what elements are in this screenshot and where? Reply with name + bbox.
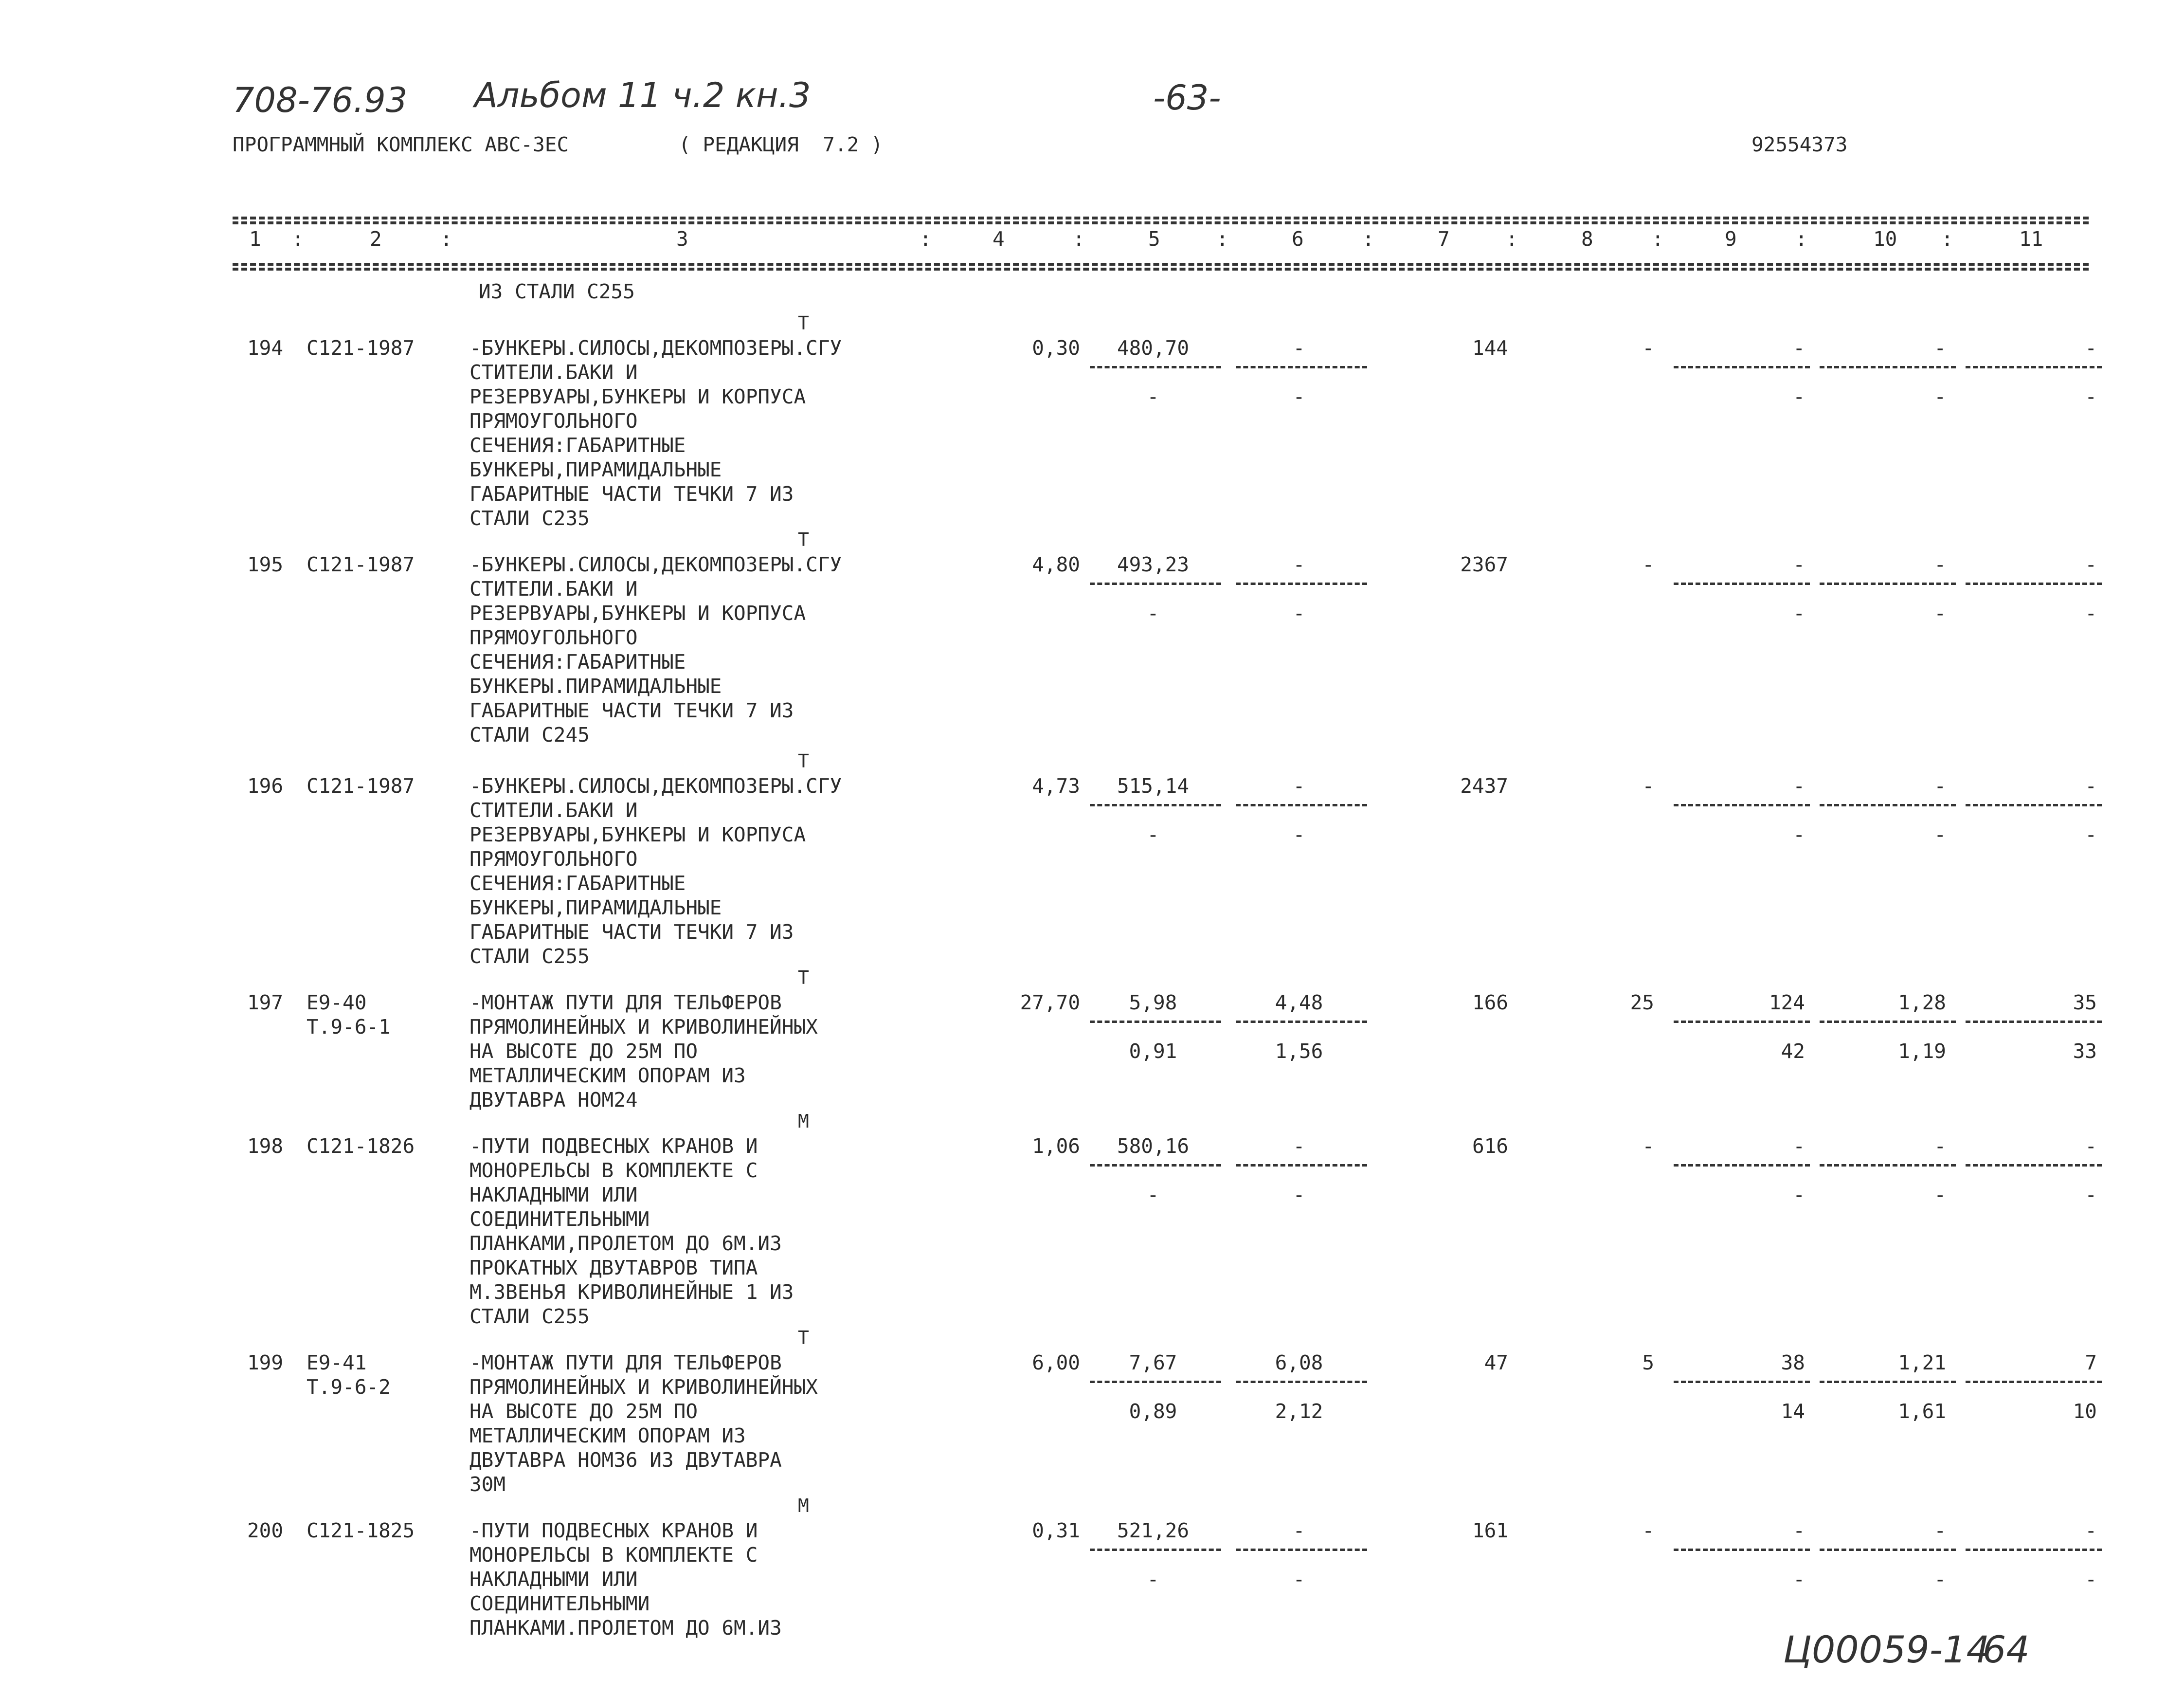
cell-col-11-lower: - [2085,1568,2097,1591]
fraction-rule [1236,1164,1367,1167]
fraction-rule [1090,1164,1221,1167]
fraction-rule [1090,366,1221,368]
description-line: МЕТАЛЛИЧЕСКИМ ОПОРАМ ИЗ [469,1424,746,1447]
album-title: Альбом 11 ч.2 кн.3 [474,75,811,115]
fraction-rule [1090,1021,1221,1023]
row-number: 194 [247,336,284,360]
fraction-rule [1820,583,1956,585]
cell-col-8: - [1642,336,1654,360]
cell-col-11-lower: 10 [2073,1400,2097,1423]
cell-col-6: - [1293,553,1305,576]
cell-col-10: 1,28 [1898,991,1946,1014]
column-separator: : [1362,227,1374,251]
row-number: 198 [247,1134,284,1158]
row-number: 197 [247,991,284,1014]
column-separator: : [292,227,304,251]
cell-col-5: 493,23 [1117,553,1190,576]
cell-col-5: 5,98 [1129,991,1177,1014]
description-line: ГАБАРИТНЫЕ ЧАСТИ ТЕЧКИ 7 ИЗ [469,699,794,722]
description-line: ПЛАНКАМИ,ПРОЛЕТОМ ДО 6М.ИЗ [469,1232,782,1255]
description-line: НАКЛАДНЫМИ ИЛИ [469,1568,638,1591]
cell-col-6-lower: 2,12 [1275,1400,1323,1423]
fraction-rule [1090,583,1221,585]
fraction-rule [1966,583,2102,585]
cell-col-11-lower: - [2085,1183,2097,1206]
fraction-rule [1820,1381,1956,1383]
fraction-rule [1674,1381,1810,1383]
column-separator: : [1652,227,1664,251]
cell-col-9: 38 [1781,1351,1805,1374]
description-line: ПРЯМОЛИНЕЙНЫХ И КРИВОЛИНЕЙНЫХ [469,1375,818,1399]
cell-col-11: 35 [2073,991,2097,1014]
cell-col-4: 0,31 [1032,1519,1080,1542]
cell-col-7: 166 [1472,991,1508,1014]
column-header-7: 7 [1438,227,1450,251]
cell-col-5: 580,16 [1117,1134,1190,1158]
description-line: СЕЧЕНИЯ:ГАБАРИТНЫЕ [469,434,686,457]
description-line: СТИТЕЛИ.БАКИ И [469,361,638,384]
row-number: 196 [247,774,284,798]
unit-marker: Т [798,1327,809,1349]
fraction-rule [1966,1549,2102,1551]
fraction-rule [1236,1549,1367,1551]
column-header-11: 11 [2019,227,2043,251]
column-separator: : [920,227,932,251]
description-line: М.ЗВЕНЬЯ КРИВОЛИНЕЙНЫЕ 1 ИЗ [469,1280,794,1304]
description-line: СТАЛИ С255 [469,945,590,968]
continuation-text: ИЗ СТАЛИ С255 [479,280,635,303]
fraction-rule [1966,366,2102,368]
description-line: -МОНТАЖ ПУТИ ДЛЯ ТЕЛЬФЕРОВ [469,991,782,1014]
cell-col-9-lower: - [1793,1183,1805,1206]
row-code: Е9-40 [307,991,367,1014]
cell-col-11: - [2085,774,2097,798]
cell-col-5-lower: 0,89 [1129,1400,1177,1423]
description-line: НАКЛАДНЫМИ ИЛИ [469,1183,638,1206]
cell-col-8: - [1642,774,1654,798]
cell-col-5: 521,26 [1117,1519,1190,1542]
fraction-rule [1820,1549,1956,1551]
fraction-rule [1674,1164,1810,1167]
description-line: -ПУТИ ПОДВЕСНЫХ КРАНОВ И [469,1519,758,1542]
cell-col-10-lower: - [1934,1183,1946,1206]
fraction-rule [1090,1381,1221,1383]
cell-col-9: 124 [1769,991,1805,1014]
description-line: НА ВЫСОТЕ ДО 25М ПО [469,1400,698,1423]
sheet-number: 64 [1983,1628,2030,1671]
column-separator: : [1795,227,1807,251]
cell-col-9-lower: - [1793,1568,1805,1591]
cell-col-8: - [1642,553,1654,576]
description-line: -БУНКЕРЫ.СИЛОСЫ,ДЕКОМПОЗЕРЫ.СГУ [469,336,842,360]
archive-number: Ц00059-14 [1783,1628,1990,1671]
cell-col-9: - [1793,774,1805,798]
cell-col-6: - [1293,336,1305,360]
cell-col-5: 480,70 [1117,336,1190,360]
description-line: МОНОРЕЛЬСЫ В КОМПЛЕКТЕ С [469,1543,758,1567]
album-code: 708-76.93 [233,80,408,120]
description-line: РЕЗЕРВУАРЫ,БУНКЕРЫ И КОРПУСА [469,823,806,846]
cell-col-7: 2437 [1460,774,1508,798]
cell-col-7: 2367 [1460,553,1508,576]
cell-col-10: - [1934,336,1946,360]
description-line: МЕТАЛЛИЧЕСКИМ ОПОРАМ ИЗ [469,1064,746,1087]
cell-col-7: 161 [1472,1519,1508,1542]
description-line: -МОНТАЖ ПУТИ ДЛЯ ТЕЛЬФЕРОВ [469,1351,782,1374]
cell-col-5-lower: - [1147,823,1159,846]
cell-col-4: 27,70 [1020,991,1080,1014]
cell-col-5: 7,67 [1129,1351,1177,1374]
row-code: С121-1987 [307,553,415,576]
unit-marker: Т [798,967,809,988]
fraction-rule [1236,583,1367,585]
unit-marker: Т [798,529,809,550]
fraction-rule [1966,1021,2102,1023]
cell-col-9-lower: - [1793,823,1805,846]
description-line: 30М [469,1473,506,1496]
description-line: ПРЯМОУГОЛЬНОГО [469,409,638,433]
cell-col-4: 1,06 [1032,1134,1080,1158]
row-code: Е9-41 [307,1351,367,1374]
row-code: С121-1987 [307,774,415,798]
column-header-4: 4 [993,227,1005,251]
cell-col-11: 7 [2085,1351,2097,1374]
description-line: ПРОКАТНЫХ ДВУТАВРОВ ТИПА [469,1256,758,1279]
cell-col-5-lower: - [1147,385,1159,408]
cell-col-6-lower: 1,56 [1275,1039,1323,1063]
fraction-rule [1966,804,2102,806]
row-number: 200 [247,1519,284,1542]
cell-col-9: - [1793,1134,1805,1158]
header-bottom-rule [233,263,2089,266]
cell-col-6: - [1293,1134,1305,1158]
cell-col-11: - [2085,553,2097,576]
column-header-1: 1 [249,227,261,251]
program-name: ПРОГРАММНЫЙ КОМПЛЕКС АВС-3ЕС [233,133,569,156]
description-line: СЕЧЕНИЯ:ГАБАРИТНЫЕ [469,872,686,895]
cell-col-8: 25 [1630,991,1654,1014]
fraction-rule [1820,1164,1956,1167]
header-top-rule-2 [233,221,2089,224]
row-code: С121-1826 [307,1134,415,1158]
description-line: СТАЛИ С235 [469,507,590,530]
fraction-rule [1090,1549,1221,1551]
row-code-secondary: Т.9-6-1 [307,1015,391,1039]
row-number: 195 [247,553,284,576]
cell-col-11-lower: - [2085,602,2097,625]
description-line: СТАЛИ С255 [469,1305,590,1328]
description-line: СТИТЕЛИ.БАКИ И [469,577,638,601]
description-line: СЕЧЕНИЯ:ГАБАРИТНЫЕ [469,650,686,674]
cell-col-4: 0,30 [1032,336,1080,360]
fraction-rule [1820,366,1956,368]
cell-col-4: 4,80 [1032,553,1080,576]
column-separator: : [1073,227,1085,251]
column-header-10: 10 [1873,227,1897,251]
description-line: СОЕДИНИТЕЛЬНЫМИ [469,1592,650,1615]
fraction-rule [1674,804,1810,806]
column-separator: : [440,227,452,251]
cell-col-10-lower: 1,19 [1898,1039,1946,1063]
cell-col-10-lower: 1,61 [1898,1400,1946,1423]
cell-col-6-lower: - [1293,385,1305,408]
unit-marker: М [798,1495,809,1516]
cell-col-4: 6,00 [1032,1351,1080,1374]
cell-col-5-lower: - [1147,1568,1159,1591]
column-separator: : [1216,227,1228,251]
description-line: -БУНКЕРЫ.СИЛОСЫ,ДЕКОМПОЗЕРЫ.СГУ [469,774,842,798]
description-line: ГАБАРИТНЫЕ ЧАСТИ ТЕЧКИ 7 ИЗ [469,482,794,506]
cell-col-10-lower: - [1934,1568,1946,1591]
cell-col-10-lower: - [1934,385,1946,408]
cell-col-5-lower: 0,91 [1129,1039,1177,1063]
description-line: НА ВЫСОТЕ ДО 25М ПО [469,1039,698,1063]
row-code: С121-1825 [307,1519,415,1542]
fraction-rule [1674,1021,1810,1023]
cell-col-10: - [1934,774,1946,798]
description-line: ПРЯМОЛИНЕЙНЫХ И КРИВОЛИНЕЙНЫХ [469,1015,818,1039]
column-separator: : [1941,227,1953,251]
cell-col-10-lower: - [1934,823,1946,846]
description-line: БУНКЕРЫ,ПИРАМИДАЛЬНЫЕ [469,896,722,919]
cell-col-9: - [1793,553,1805,576]
cell-col-10: 1,21 [1898,1351,1946,1374]
cell-col-9-lower: 14 [1781,1400,1805,1423]
cell-col-10: - [1934,1134,1946,1158]
cell-col-9-lower: 42 [1781,1039,1805,1063]
column-separator: : [1506,227,1518,251]
cell-col-6: 4,48 [1275,991,1323,1014]
cell-col-9-lower: - [1793,602,1805,625]
program-edition: ( РЕДАКЦИЯ 7.2 ) [679,133,883,156]
cell-col-6-lower: - [1293,602,1305,625]
cell-col-10-lower: - [1934,602,1946,625]
cell-col-4: 4,73 [1032,774,1080,798]
cell-col-7: 47 [1484,1351,1508,1374]
description-line: СТАЛИ С245 [469,723,590,747]
column-header-5: 5 [1148,227,1160,251]
column-header-2: 2 [370,227,382,251]
row-number: 199 [247,1351,284,1374]
column-header-3: 3 [676,227,688,251]
cell-col-5-lower: - [1147,1183,1159,1206]
cell-col-8: - [1642,1134,1654,1158]
description-line: ПРЯМОУГОЛЬНОГО [469,626,638,649]
column-header-6: 6 [1292,227,1304,251]
page-number: -63- [1153,78,1221,118]
cell-col-8: - [1642,1519,1654,1542]
cell-col-11: - [2085,336,2097,360]
cell-col-10: - [1934,1519,1946,1542]
fraction-rule [1674,1549,1810,1551]
row-code: С121-1987 [307,336,415,360]
description-line: -БУНКЕРЫ.СИЛОСЫ,ДЕКОМПОЗЕРЫ.СГУ [469,553,842,576]
fraction-rule [1236,366,1367,368]
cell-col-6: 6,08 [1275,1351,1323,1374]
fraction-rule [1236,804,1367,806]
document-number: 92554373 [1751,133,1848,156]
cell-col-6-lower: - [1293,1183,1305,1206]
cell-col-6: - [1293,1519,1305,1542]
description-line: БУНКЕРЫ.ПИРАМИДАЛЬНЫЕ [469,675,722,698]
description-line: ГАБАРИТНЫЕ ЧАСТИ ТЕЧКИ 7 ИЗ [469,920,794,944]
header-bottom-rule-2 [233,268,2089,271]
column-header-8: 8 [1581,227,1593,251]
cell-col-5-lower: - [1147,602,1159,625]
cell-col-11: - [2085,1134,2097,1158]
description-line: РЕЗЕРВУАРЫ,БУНКЕРЫ И КОРПУСА [469,602,806,625]
unit-marker: Т [798,750,809,772]
cell-col-9-lower: - [1793,385,1805,408]
fraction-rule [1236,1381,1367,1383]
description-line: -ПУТИ ПОДВЕСНЫХ КРАНОВ И [469,1134,758,1158]
description-line: ДВУТАВРА НОМ24 [469,1088,638,1112]
description-line: СОЕДИНИТЕЛЬНЫМИ [469,1207,650,1231]
cell-col-11-lower: 33 [2073,1039,2097,1063]
row-code-secondary: Т.9-6-2 [307,1375,391,1399]
fraction-rule [1090,804,1221,806]
cell-col-5: 515,14 [1117,774,1190,798]
cell-col-10: - [1934,553,1946,576]
cell-col-11-lower: - [2085,385,2097,408]
cell-col-11-lower: - [2085,823,2097,846]
cell-col-6-lower: - [1293,1568,1305,1591]
cell-col-7: 616 [1472,1134,1508,1158]
unit-marker: М [798,1111,809,1132]
cell-col-9: - [1793,336,1805,360]
fraction-rule [1820,804,1956,806]
description-line: ПРЯМОУГОЛЬНОГО [469,847,638,871]
description-line: ПЛАНКАМИ.ПРОЛЕТОМ ДО 6М.ИЗ [469,1616,782,1640]
header-top-rule [233,217,2089,219]
fraction-rule [1674,583,1810,585]
description-line: БУНКЕРЫ,ПИРАМИДАЛЬНЫЕ [469,458,722,481]
fraction-rule [1966,1164,2102,1167]
description-line: СТИТЕЛИ.БАКИ И [469,799,638,822]
cell-col-7: 144 [1472,336,1508,360]
unit-marker: Т [798,312,809,334]
fraction-rule [1820,1021,1956,1023]
cell-col-6: - [1293,774,1305,798]
cell-col-8: 5 [1642,1351,1654,1374]
column-header-9: 9 [1725,227,1737,251]
description-line: МОНОРЕЛЬСЫ В КОМПЛЕКТЕ С [469,1159,758,1182]
cell-col-6-lower: - [1293,823,1305,846]
fraction-rule [1236,1021,1367,1023]
description-line: ДВУТАВРА НОМ36 ИЗ ДВУТАВРА [469,1448,782,1472]
cell-col-9: - [1793,1519,1805,1542]
cell-col-11: - [2085,1519,2097,1542]
description-line: РЕЗЕРВУАРЫ,БУНКЕРЫ И КОРПУСА [469,385,806,408]
fraction-rule [1966,1381,2102,1383]
fraction-rule [1674,366,1810,368]
